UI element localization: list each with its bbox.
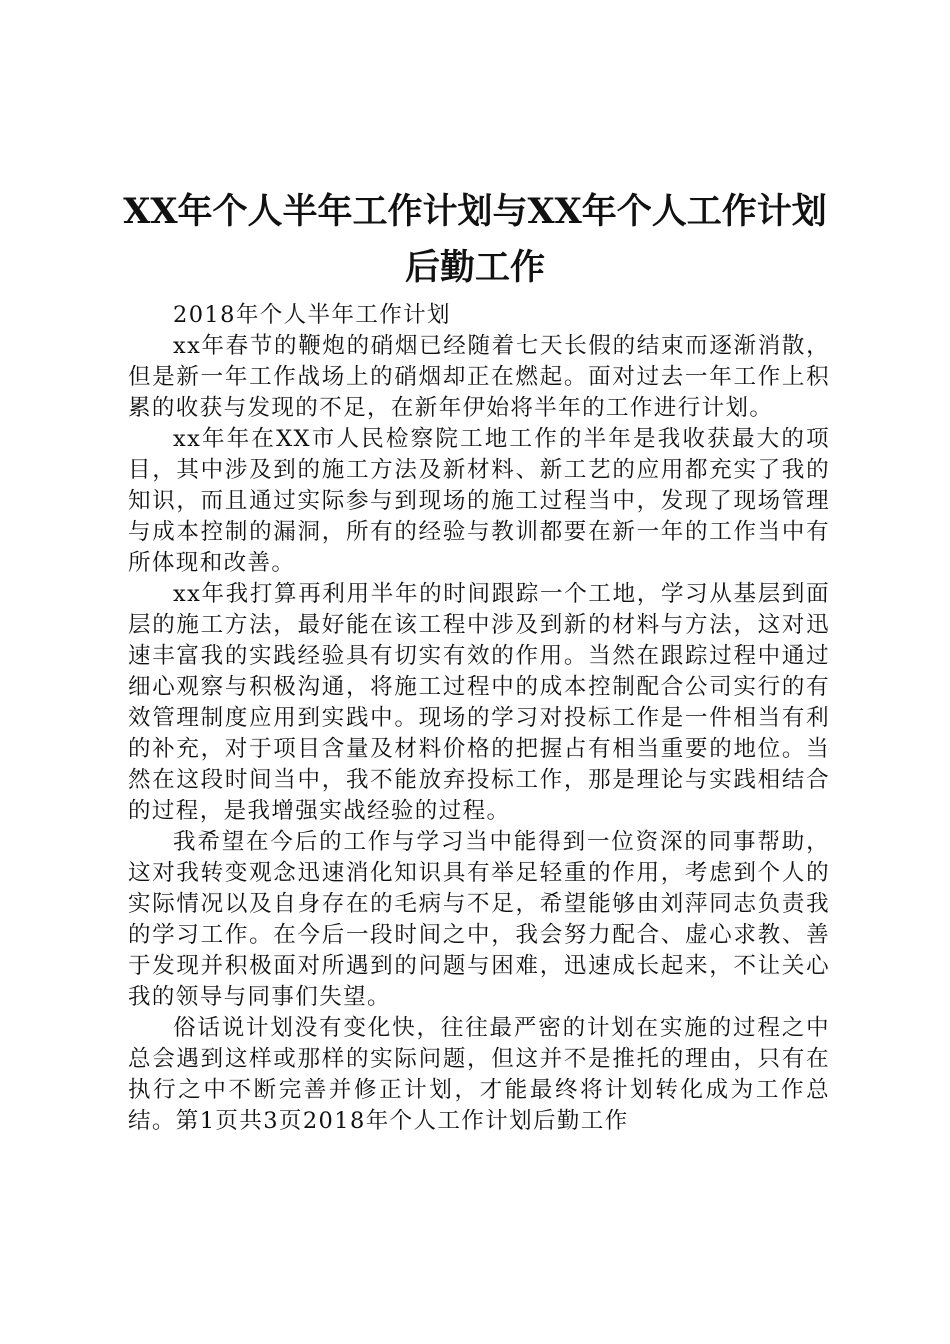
body-paragraph: xx年春节的鞭炮的硝烟已经随着七天长假的结束而逐渐消散，但是新一年工作战场上的硝烟却正在燃起。面对过去一年工作上积累的收获与发现的不足，在新年伊始将半年的工作进行计划。 [128, 333, 830, 421]
document-title-line-1: XX年个人半年工作计划与XX年个人工作计划 [123, 191, 827, 232]
document-title-line-2: 后勤工作 [404, 247, 545, 288]
section-heading: 2018年个人半年工作计划 [173, 302, 451, 328]
body-paragraph: xx年我打算再利用半年的时间跟踪一个工地，学习从基层到面层的施工方法，最好能在该工程中涉及到新的材料与方法，这对迅速丰富我的实践经验具有切实有效的作用。当然在跟踪过程中通过细心观察与积极沟通，将施工过程中的成本控制配合公司实行的有效管理制度应用到实践中。现场的学习对投标工作是一件相当有利的补充，对于项目含量及材料价格的把握占有相当重要的地位。当然在这段时间当中，我不能放弃投标工作，那是理论与实践相结合的过程，是我增强实战经验的过程。 [128, 581, 830, 824]
document-body [128, 300, 830, 1137]
body-paragraph: xx年年在XX市人民检察院工地工作的半年是我收获最大的项目，其中涉及到的施工方法及新材料、新工艺的应用都充实了我的知识，而且通过实际参与到现场的施工过程当中，发现了现场管理与成本控制的漏洞，所有的经验与教训都要在新一年的工作当中有所体现和改善。 [128, 426, 830, 576]
body-paragraph: 我希望在今后的工作与学习当中能得到一位资深的同事帮助，这对我转变观念迅速消化知识具有举足轻重的作用，考虑到个人的实际情况以及自身存在的毛病与不足，希望能够由刘萍同志负责我的学习工作。在今后一段时间之中，我会努力配合、虚心求教、善于发现并积极面对所遇到的问题与困难，迅速成长起来，不让关心我的领导与同事们失望。 [128, 829, 830, 1010]
body-paragraph: 俗话说计划没有变化快，往往最严密的计划在实施的过程之中总会遇到这样或那样的实际问题，但这并不是推托的理由，只有在执行之中不断完善并修正计划，才能最终将计划转化成为工作总结。第1页共3页2018年个人工作计划后勤工作 [128, 1015, 830, 1134]
